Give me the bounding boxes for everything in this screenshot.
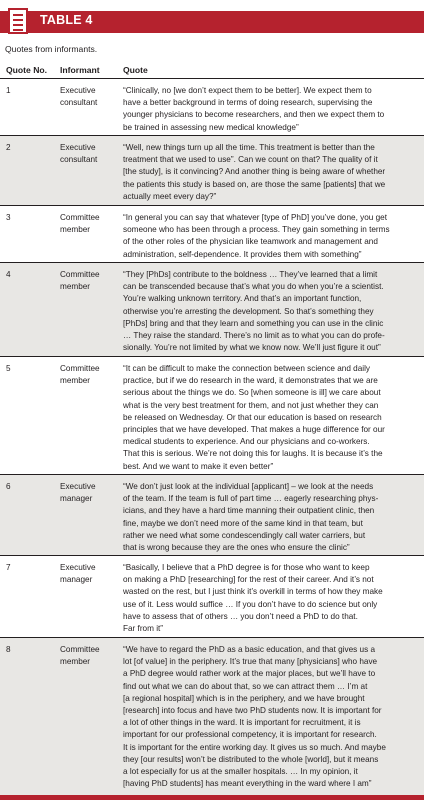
informant: Executive consultant: [60, 86, 98, 108]
table-header: [0, 0, 424, 38]
table-title: TABLE 4: [40, 13, 93, 27]
bottom-rule: [0, 795, 424, 800]
informant: Committee member: [60, 645, 100, 667]
quote-number: 8: [6, 645, 11, 654]
table-row: [0, 357, 424, 475]
quote-text: “In general you can say that whatever [type of PhD] you’ve done, you get someone who has been through a process. They gain something in terms of the other roles of the physician like teamwork and management and administration, self-dependence. It provides them with something”: [123, 213, 390, 259]
table-row: [0, 475, 424, 556]
informant: Executive consultant: [60, 143, 98, 165]
quote-number: 6: [6, 482, 11, 491]
table-icon: [8, 8, 28, 34]
quote-number: 3: [6, 213, 11, 222]
quote-text: “We don’t just look at the individual [applicant] – we look at the needs of the team. If the team is full of part time … eagerly researching phys- icians, and they have a hard time manning their outpatient clinic, then fine, maybe we don’t need more of the same kind in that team, but rather we need what some condescendingly call water carriers, but that is wrong because they are the ones who ensure the clinic”: [123, 482, 379, 553]
quote-number: 1: [6, 86, 11, 95]
table-row: [0, 79, 424, 136]
quotes-table: [0, 63, 424, 800]
quote-text: “Clinically, no [we don’t expect them to be better]. We expect them to have a better background in terms of doing research, supervising the younger physicians to become researchers, and then we expect them to be trained in assessing new medical knowledge”: [123, 86, 385, 132]
table-header-row: [0, 63, 424, 79]
table-row: [0, 556, 424, 638]
table-row: [0, 136, 424, 206]
quote-text: “We have to regard the PhD as a basic education, and that gives us a lot [of value] in the periphery. It’s true that many [physicians] who have a PhD degree would rather work at the major places, but we’ll have to find out what we can do about that, so we can attract them … I’m at [a regional hospital] which is in the periphery, and we have brought [research] into focus and have two PhD students now. It is important for a lot of other things in the ward. It is important for recruitment, it is important for our professional competency, it is important for research. It is important for the entire working day. It gives us so much. And maybe they [our results] won’t be distributed to the whole [world], but it means a lot especially for us at the smaller hospitals. … In my opinion, it [having PhD students] has meant everything in the ward where I am”: [123, 645, 386, 789]
quote-number: 2: [6, 143, 11, 152]
quote-number: 7: [6, 563, 11, 572]
informant: Committee member: [60, 270, 100, 292]
quote-text: “They [PhDs] contribute to the boldness … They’ve learned that a limit can be transcended because that’s what you do when you’re a scientist. You’re walking unknown territory. And that’s an important function, otherwise you’re arresting the development. So that’s something they [PhDs] bring and that they learn and something you can use in the clinic … They raise the standard. There’s no limit as to what you can do profe- sionally. You’re not limited by what we know now. We’ll just figure it out”: [123, 270, 385, 353]
quote-number: 5: [6, 364, 11, 373]
informant: Committee member: [60, 213, 100, 235]
informant: Executive manager: [60, 563, 96, 585]
informant: Executive manager: [60, 482, 96, 504]
column-header-quote-no: Quote No.: [6, 65, 48, 75]
quote-number: 4: [6, 270, 11, 279]
table-row: [0, 206, 424, 263]
quote-text: “Well, new things turn up all the time. This treatment is better than the treatment that we used to use”. Can we count on that? The quality of it [the study], is it convincing? And another thing is being aware of whether the patients this study is based on, are those the same [patients] that we actually meet every day?”: [123, 143, 386, 201]
quote-text: “It can be difficult to make the connection between science and daily practice, but if we do research in the ward, it demonstrates that we are serious about the things we do. So [when someone is ill] we care about what is the very best treatment for them, and not just whether they can be released on Wednesday. Or that our education is based on research principles that we have developed. That makes a huge difference for our medical students to experience. And our physicians and co-workers. That this is serious. We’re not doing this for laughs. It is because it’s the best. And we want to make it even better”: [123, 364, 385, 471]
column-header-informant: Informant: [60, 65, 100, 75]
table-row: [0, 263, 424, 357]
quote-text: “Basically, I believe that a PhD degree is for those who want to keep on making a PhD [researching] for the rest of their career. And it’s not wasted on the rest, but I just think it’s overkill in terms of how they make use of it. Less would suffice … If you don’t have to do science but only have to assess that of others … you don’t need a PhD to do that. Far from it”: [123, 563, 383, 634]
column-header-quote: Quote: [123, 65, 148, 75]
table-row: [0, 638, 424, 800]
table-caption: Quotes from informants.: [5, 44, 98, 54]
informant: Committee member: [60, 364, 100, 386]
